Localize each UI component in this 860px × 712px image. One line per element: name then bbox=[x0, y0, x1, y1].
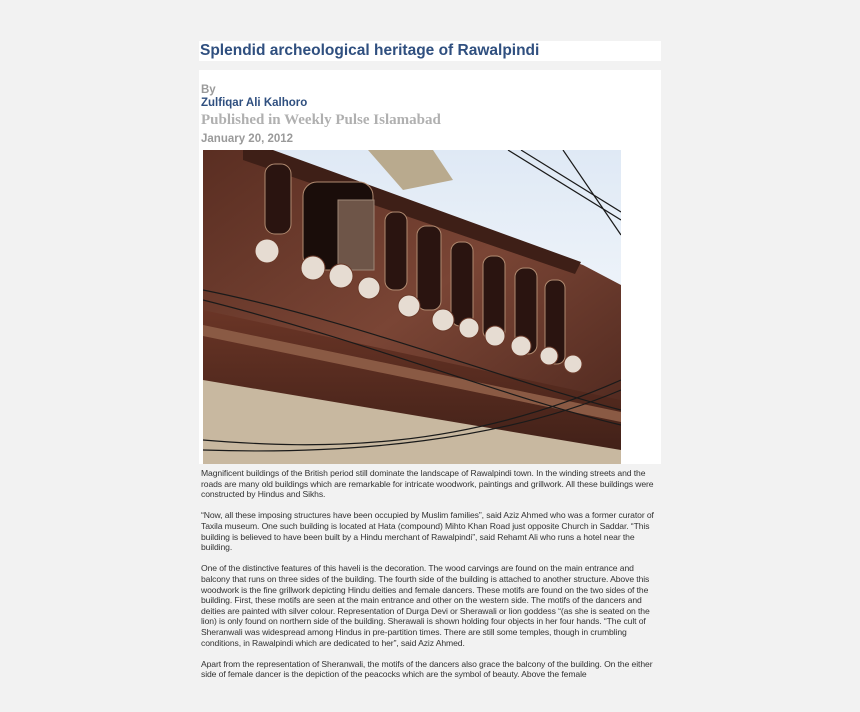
publication-line: Published in Weekly Pulse Islamabad bbox=[201, 112, 441, 128]
haveli-balcony-illustration bbox=[203, 150, 621, 464]
paragraph-4: Apart from the representation of Sheranwali, the motifs of the dancers also grace the balcony of the building. On the either side of female dancer is the depiction of the peacocks which are the symbol of beauty. Above the female bbox=[201, 658, 653, 680]
article-body bbox=[201, 468, 659, 690]
publication-date: January 20, 2012 bbox=[201, 133, 294, 145]
haveli-balcony-photo bbox=[203, 150, 621, 464]
paragraph-3: One of the distinctive features of this haveli is the decoration. The wood carvings are found on the main entrance and balcony that runs on three sides of the building. The fourth side of the building is attached to another structure. Above this woodwork is the fine grillwork depicting Hindu deities and female dancers. These motifs are found on the two sides of the building. First, these motifs are seen at the main entrance and other on the western side. The motifs of the dancers and deities are painted with silver colour. Representation of Durga Devi or Sherawali or lion goddess “(as she is seated on the lion) is only found on northern side of the building. Sherawali is shown holding four objects in her four hands. “The cult of Sheranwali was widespread among Hindus in pre-partition times. There are still some temples, though in crumbling conditions, in Rawalpindi which are dedicated to her”, said Aziz Ahmed. bbox=[201, 563, 650, 648]
byline-label: By bbox=[201, 84, 216, 96]
paragraph-2: “Now, all these imposing structures have been occupied by Muslim families”, said Aziz Ahmed who was a former curator of Taxila museum. One such building is located at Hata (compound) Mihto Khan Road just opposite Church in Saddar. “This building is believed to have been built by a Hindu merchant of Rawalpindi”, said Rehamt Ali who runs a hotel near the building. bbox=[201, 510, 654, 553]
author-name: Zulfiqar Ali Kalhoro bbox=[201, 97, 308, 109]
article-title: Splendid archeological heritage of Rawalpindi bbox=[200, 42, 540, 59]
paragraph-1: Magnificent buildings of the British period still dominate the landscape of Rawalpindi town. In the winding streets and the roads are many old buildings which are remarkable for intricate woodwork, paintings and grillwork. All these buildings were constructed by Hindus and Sikhs. bbox=[201, 468, 654, 500]
